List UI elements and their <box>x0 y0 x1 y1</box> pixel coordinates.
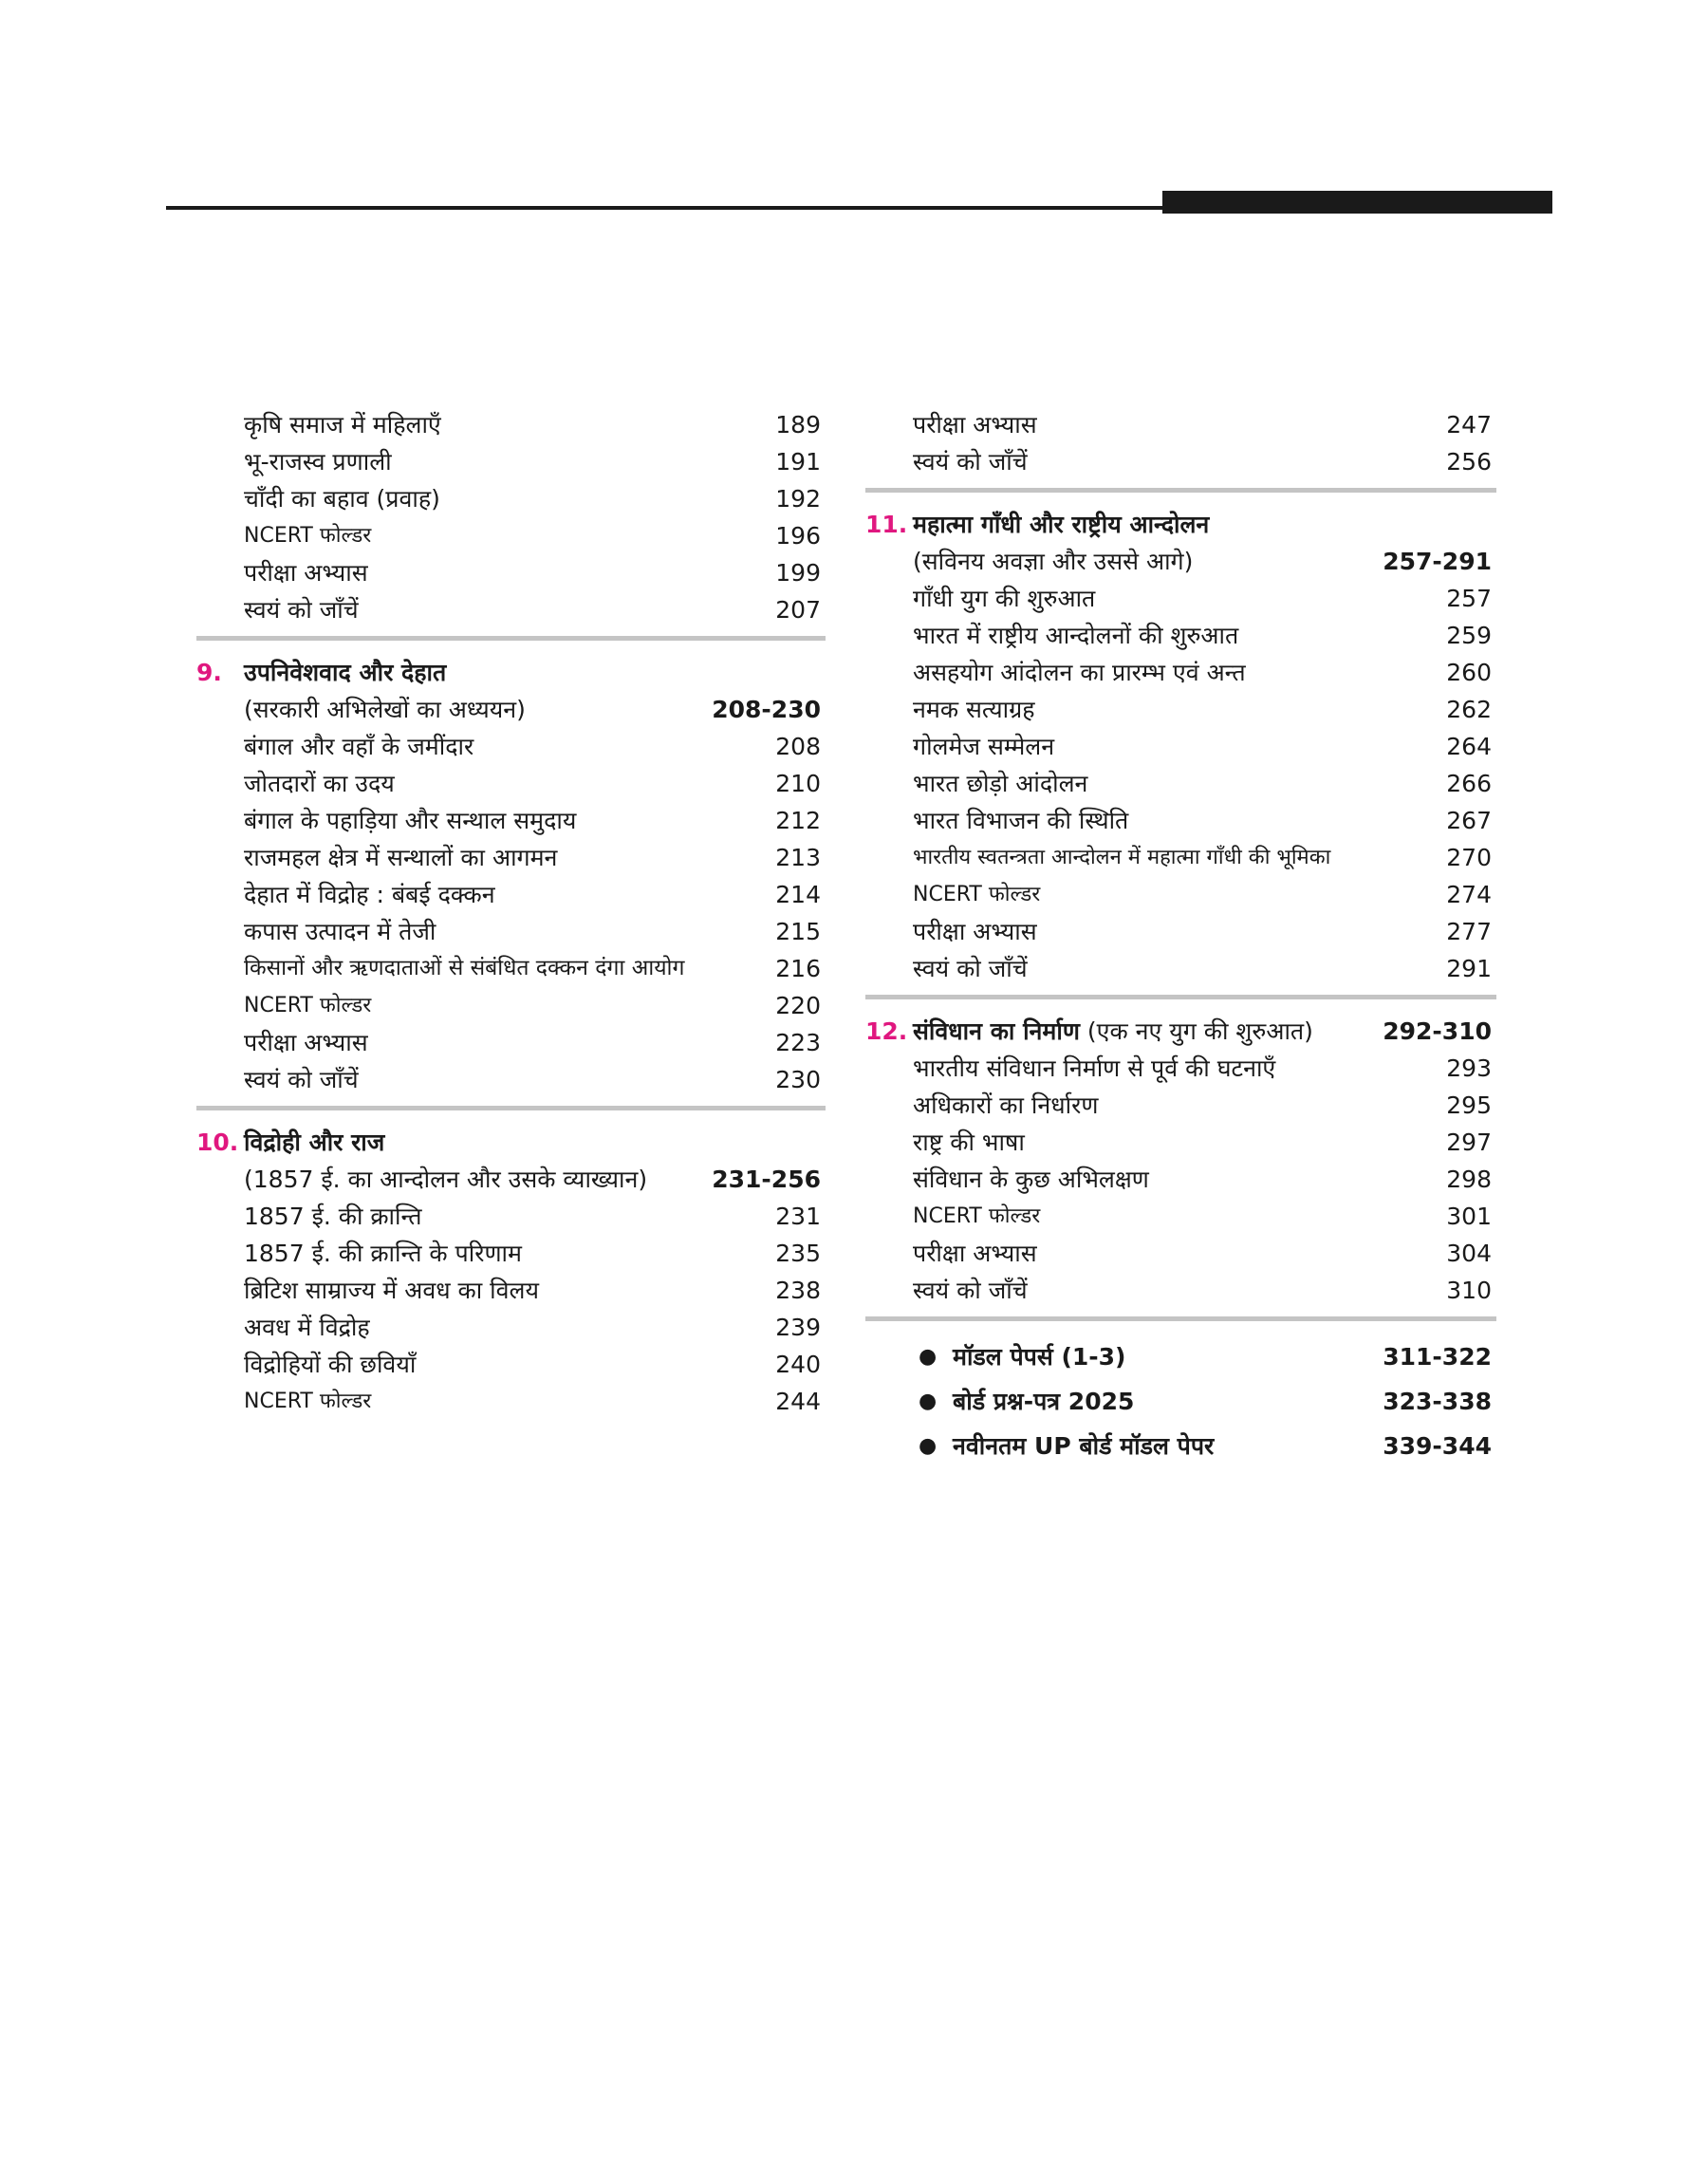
entry-title: NCERT फोल्डर <box>244 524 372 548</box>
toc-entry[interactable] <box>865 1087 1496 1124</box>
entry-page: 297 <box>1446 1129 1492 1156</box>
entry-title: परीक्षा अभ्यास <box>913 918 1037 945</box>
toc-entry[interactable] <box>196 1061 826 1098</box>
entry-title: अवध में विद्रोह <box>244 1314 370 1341</box>
bullet-icon: ● <box>919 1390 938 1413</box>
toc-entry[interactable] <box>865 1235 1496 1272</box>
entry-page: 274 <box>1446 881 1492 908</box>
entry-page: 256 <box>1446 448 1492 476</box>
entry-page: 270 <box>1446 844 1492 871</box>
chapter-heading[interactable] <box>865 506 1496 543</box>
entry-page: 235 <box>775 1240 821 1267</box>
extra-title: बोर्ड प्रश्न-पत्र 2025 <box>953 1388 1135 1415</box>
toc-entry[interactable] <box>196 517 826 554</box>
chapter-number: 11. <box>865 511 908 538</box>
chapter-11-section <box>865 506 1496 987</box>
extra-title: मॉडल पेपर्स (1-3) <box>953 1343 1126 1371</box>
chapter-12-section <box>865 1013 1496 1309</box>
toc-entry[interactable] <box>196 1235 826 1272</box>
extra-page-range: 311-322 <box>1383 1343 1492 1371</box>
entry-title: देहात में विद्रोह : बंबई दक्कन <box>244 881 495 908</box>
chapter-heading[interactable] <box>196 1124 826 1161</box>
chapter-subtitle: (सरकारी अभिलेखों का अध्ययन) <box>244 696 526 723</box>
entry-title: स्वयं को जाँचें <box>244 596 359 624</box>
toc-entry[interactable] <box>865 617 1496 654</box>
entry-page: 208 <box>775 733 821 760</box>
entry-title: कपास उत्पादन में तेजी <box>244 918 436 945</box>
toc-entry[interactable] <box>865 1050 1496 1087</box>
chapter-number: 9. <box>196 659 222 686</box>
toc-entry[interactable] <box>865 1272 1496 1309</box>
extra-entry[interactable] <box>865 1334 1496 1379</box>
entry-title: परीक्षा अभ्यास <box>244 559 368 587</box>
entry-page: 295 <box>1446 1092 1492 1119</box>
header-rule <box>166 206 1162 210</box>
entry-title: NCERT फोल्डर <box>244 1390 372 1413</box>
entry-page: 257 <box>1446 585 1492 612</box>
entry-page: 238 <box>775 1277 821 1304</box>
entry-page: 216 <box>775 955 821 982</box>
toc-entry[interactable] <box>196 987 826 1024</box>
toc-left-column <box>196 406 826 1420</box>
entry-page: 277 <box>1446 918 1492 945</box>
toc-entry[interactable] <box>865 654 1496 691</box>
entry-title: स्वयं को जाँचें <box>913 1277 1028 1304</box>
chapter-subtitle-row <box>196 1161 826 1198</box>
toc-entry[interactable] <box>196 1024 826 1061</box>
entry-title: जोतदारों का उदय <box>244 770 395 797</box>
toc-entry[interactable] <box>196 406 826 443</box>
section-divider <box>865 488 1496 493</box>
extra-entry[interactable] <box>865 1424 1496 1468</box>
toc-entry[interactable] <box>196 950 826 987</box>
entry-title: चाँदी का बहाव (प्रवाह) <box>244 485 440 513</box>
entry-page: 247 <box>1446 411 1492 438</box>
entry-title: कृषि समाज में महिलाएँ <box>244 411 441 438</box>
toc-entry[interactable] <box>196 480 826 517</box>
entry-page: 230 <box>775 1066 821 1093</box>
extra-page-range: 339-344 <box>1383 1432 1492 1460</box>
entry-title: नमक सत्याग्रह <box>913 696 1035 723</box>
section-divider <box>196 1106 826 1110</box>
chapter-page-range: 231-256 <box>712 1166 821 1193</box>
entry-title: संविधान के कुछ अभिलक्षण <box>913 1166 1149 1193</box>
entry-title: स्वयं को जाँचें <box>913 955 1028 982</box>
chapter-title: संविधान का निर्माण <box>913 1017 1080 1045</box>
entry-page: 191 <box>775 448 821 476</box>
entry-title: अधिकारों का निर्धारण <box>913 1092 1099 1119</box>
chapter-title: विद्रोही और राज <box>244 1129 385 1156</box>
section-divider <box>865 995 1496 999</box>
entry-page: 259 <box>1446 622 1492 649</box>
entry-page: 298 <box>1446 1166 1492 1193</box>
chapter-title: उपनिवेशवाद और देहात <box>244 659 447 686</box>
entry-title: परीक्षा अभ्यास <box>913 411 1037 438</box>
toc-entry[interactable] <box>865 580 1496 617</box>
toc-entry[interactable] <box>865 1161 1496 1198</box>
entry-page: 239 <box>775 1314 821 1341</box>
extras-section <box>865 1334 1496 1468</box>
toc-entry[interactable] <box>196 728 826 765</box>
entry-page: 192 <box>775 485 821 513</box>
entry-page: 220 <box>775 992 821 1019</box>
chapter-subtitle-row <box>196 691 826 728</box>
entry-title: भारतीय संविधान निर्माण से पूर्व की घटनाएँ <box>913 1054 1276 1082</box>
entry-page: 262 <box>1446 696 1492 723</box>
entry-title: किसानों और ऋणदाताओं से संबंधित दक्कन दंगा आयोग <box>244 956 685 980</box>
entry-page: 214 <box>775 881 821 908</box>
entry-title: असहयोग आंदोलन का प्रारम्भ एवं अन्त <box>913 659 1246 686</box>
entry-page: 213 <box>775 844 821 871</box>
entry-title: भारत छोड़ो आंदोलन <box>913 770 1088 797</box>
entry-title: भारत में राष्ट्रीय आन्दोलनों की शुरुआत <box>913 622 1239 649</box>
entry-page: 293 <box>1446 1054 1492 1082</box>
toc-entry[interactable] <box>196 1272 826 1309</box>
toc-entry[interactable] <box>196 802 826 839</box>
entry-title: भू-राजस्व प्रणाली <box>244 448 392 476</box>
extra-entry[interactable] <box>865 1379 1496 1424</box>
entry-page: 267 <box>1446 807 1492 834</box>
toc-entry[interactable] <box>196 1198 826 1235</box>
toc-entry[interactable] <box>196 839 826 876</box>
toc-entry[interactable] <box>865 765 1496 802</box>
entry-title: 1857 ई. की क्रान्ति के परिणाम <box>244 1240 522 1267</box>
toc-entry[interactable] <box>196 1309 826 1346</box>
entry-page: 189 <box>775 411 821 438</box>
toc-entry[interactable] <box>865 876 1496 913</box>
entry-title: बंगाल और वहाँ के जमींदार <box>244 733 474 760</box>
toc-entry[interactable] <box>865 839 1496 876</box>
section-divider <box>865 1316 1496 1321</box>
entry-page: 264 <box>1446 733 1492 760</box>
chapter-subtitle: (1857 ई. का आन्दोलन और उसके व्याख्यान) <box>244 1166 648 1193</box>
entry-page: 199 <box>775 559 821 587</box>
toc-entry[interactable] <box>196 913 826 950</box>
left-intro-section <box>196 406 826 628</box>
chapter-subtitle-row <box>865 543 1496 580</box>
toc-entry[interactable] <box>865 691 1496 728</box>
entry-page: 212 <box>775 807 821 834</box>
chapter-subtitle: (सविनय अवज्ञा और उससे आगे) <box>913 548 1194 575</box>
toc-entry[interactable] <box>196 1346 826 1383</box>
chapter-number: 12. <box>865 1017 908 1045</box>
entry-title: राजमहल क्षेत्र में सन्थालों का आगमन <box>244 844 558 871</box>
chapter-page-range: 208-230 <box>712 696 821 723</box>
section-divider <box>196 636 826 641</box>
chapter-subtitle: (एक नए युग की शुरुआत) <box>1079 1017 1313 1045</box>
toc-entry[interactable] <box>196 554 826 591</box>
entry-page: 301 <box>1446 1203 1492 1230</box>
toc-entry[interactable] <box>865 913 1496 950</box>
entry-page: 260 <box>1446 659 1492 686</box>
header-bar <box>1162 191 1552 214</box>
chapter-number: 10. <box>196 1129 239 1156</box>
chapter-10-section <box>196 1124 826 1420</box>
entry-page: 240 <box>775 1351 821 1378</box>
extra-page-range: 323-338 <box>1383 1388 1492 1415</box>
chapter-9-section <box>196 654 826 1098</box>
entry-title: 1857 ई. की क्रान्ति <box>244 1203 422 1230</box>
chapter-title: महात्मा गाँधी और राष्ट्रीय आन्दोलन <box>913 511 1210 538</box>
entry-page: 215 <box>775 918 821 945</box>
toc-entry[interactable] <box>196 1383 826 1420</box>
entry-page: 291 <box>1446 955 1492 982</box>
bullet-icon: ● <box>919 1345 938 1369</box>
entry-title: परीक्षा अभ्यास <box>244 1029 368 1056</box>
toc-entry[interactable] <box>865 802 1496 839</box>
extra-title: नवीनतम UP बोर्ड मॉडल पेपर <box>953 1432 1215 1460</box>
toc-entry[interactable] <box>196 765 826 802</box>
toc-entry[interactable] <box>865 1198 1496 1235</box>
entry-title: भारत विभाजन की स्थिति <box>913 807 1129 834</box>
chapter-heading[interactable] <box>865 1013 1496 1050</box>
entry-title: बंगाल के पहाड़िया और सन्थाल समुदाय <box>244 807 577 834</box>
entry-page: 196 <box>775 522 821 550</box>
toc-entry[interactable] <box>865 443 1496 480</box>
toc-entry[interactable] <box>865 950 1496 987</box>
entry-title: गाँधी युग की शुरुआत <box>913 585 1096 612</box>
toc-entry[interactable] <box>865 406 1496 443</box>
chapter-heading[interactable] <box>196 654 826 691</box>
entry-page: 231 <box>775 1203 821 1230</box>
entry-title: स्वयं को जाँचें <box>913 448 1028 476</box>
entry-page: 207 <box>775 596 821 624</box>
chapter-page-range: 257-291 <box>1383 548 1492 575</box>
entry-title: भारतीय स्वतन्त्रता आन्दोलन में महात्मा गाँधी की भूमिका <box>913 846 1331 869</box>
entry-title: NCERT फोल्डर <box>244 994 372 1017</box>
chapter-page-range: 292-310 <box>1383 1017 1492 1045</box>
toc-entry[interactable] <box>865 1124 1496 1161</box>
entry-title: ब्रिटिश साम्राज्य में अवध का विलय <box>244 1277 539 1304</box>
right-intro-section <box>865 406 1496 480</box>
entry-page: 223 <box>775 1029 821 1056</box>
entry-title: राष्ट्र की भाषा <box>913 1129 1025 1156</box>
entry-page: 304 <box>1446 1240 1492 1267</box>
toc-entry[interactable] <box>196 876 826 913</box>
entry-page: 310 <box>1446 1277 1492 1304</box>
entry-title: NCERT फोल्डर <box>913 883 1041 906</box>
toc-right-column <box>865 406 1496 1468</box>
entry-page: 266 <box>1446 770 1492 797</box>
entry-title: विद्रोहियों की छवियाँ <box>244 1351 417 1378</box>
entry-title: परीक्षा अभ्यास <box>913 1240 1037 1267</box>
entry-page: 244 <box>775 1388 821 1415</box>
toc-entry[interactable] <box>865 728 1496 765</box>
toc-entry[interactable] <box>196 443 826 480</box>
bullet-icon: ● <box>919 1434 938 1458</box>
entry-title: गोलमेज सम्मेलन <box>913 733 1055 760</box>
toc-entry[interactable] <box>196 591 826 628</box>
entry-page: 210 <box>775 770 821 797</box>
entry-title: स्वयं को जाँचें <box>244 1066 359 1093</box>
entry-title: NCERT फोल्डर <box>913 1204 1041 1228</box>
